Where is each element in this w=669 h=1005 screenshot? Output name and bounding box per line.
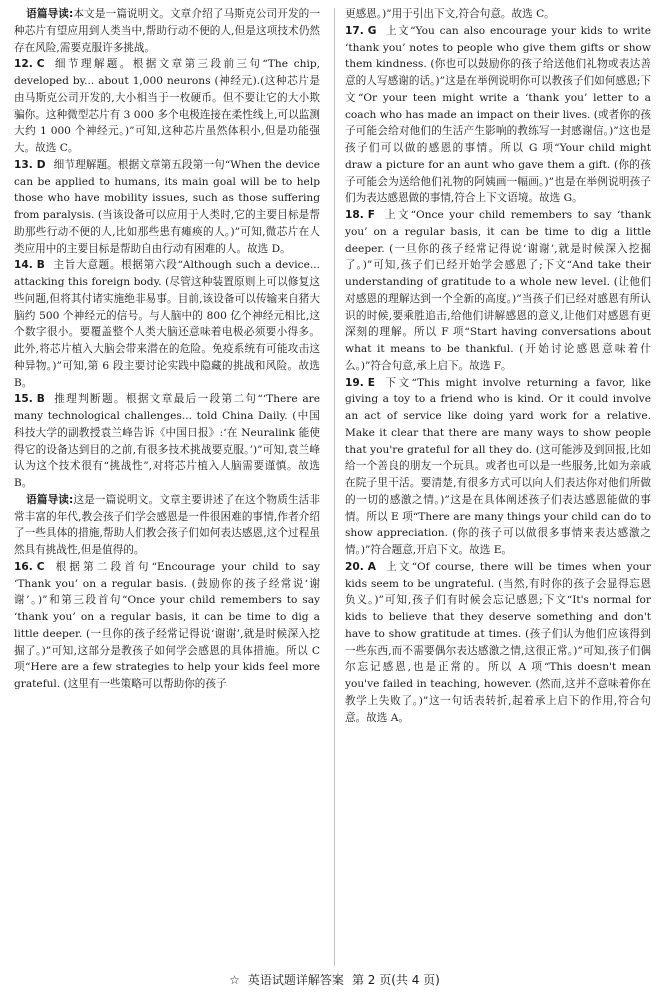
explanation-text: 细节理解题。根据文章第三段前三句“The chip, developed by... about 1,000 neurons (神经元).(这种芯片是由马斯克公司开发的,大小相当于一枚硬币。但不要让它的大小欺骗你。这种微型芯片有 3 000 多个电极连接在柔性线上,可以监测大约 1 000 个神经元。)”可知,这种芯片虽然体积小,但是功能强大。故选 C。 (14, 58, 320, 154)
answer-item-16 (14, 559, 320, 693)
intro-text: 本文是一篇说明文。文章介绍了马斯克公司开发的一种芯片有望应用到人类当中,帮助行动不便的人,但是这项技术仍然存在风险,需要克服许多挑战。 (14, 8, 320, 54)
answer-letter: E (367, 376, 376, 389)
right-column (345, 6, 651, 726)
answer-item-18 (345, 207, 651, 375)
question-number: 19. (345, 376, 364, 389)
question-number: 13. (14, 158, 33, 171)
intro-label: 语篇导读: (26, 8, 74, 20)
explanation-text: 下文“This might involve returning a favor, like giving a toy to a friend who is kind. Or it could involve an act of service like doing yard work for a relative. Make it clear that there are many ways to show people that you're grateful for all they do. (这可能涉及到回报,比如给一个善良的朋友一个玩具。或者也可以是一些服务,比如为亲戚在院子里干活。要清楚,有很多方式可以向人们表达你对他们所做的一切的感激之情。)”这是在具体阐述孩子们表达感恩能做的事情。所以 E 项“There are many things your child can do to show appreciation. (你的孩子可以做很多事情来表达感激之情。)”符合题意,开启下文。故选 E。 (345, 376, 651, 556)
answer-letter: C (36, 560, 45, 573)
question-number: 17. (345, 24, 364, 37)
answer-letter: A (367, 560, 376, 573)
explanation-text: 根据第二段首句“Encourage your child to say ‘Thank you’ on a regular basis. (鼓励你的孩子经常说‘谢谢’。)”和第三段首句“Once your child remembers to say ‘thank you’ on a regular basis, it can be time to dig a little deeper. (一旦你的孩子经常记得说‘谢谢’,就是时候深入挖掘了。)”可知,这部分是教孩子如何学会感恩的具体措施。所以 C 项“Here are a few strategies to help your kids feel more grateful. (这里有一些策略可以帮助你的孩子 (14, 560, 320, 690)
answer-item-16-continued (345, 6, 651, 23)
answer-letter: B (36, 259, 45, 272)
passage-intro-2 (14, 492, 320, 559)
passage-intro-1 (14, 6, 320, 56)
left-column (14, 6, 320, 693)
answer-item-20 (345, 559, 651, 727)
explanation-text: 上文“Once your child remembers to say ‘thank you’ on a regular basis, it can be time to dig a little deeper. (一旦你的孩子经常记得说‘谢谢’,就是时候深入挖掘了。)”可知,孩子们已经开始学会感恩了;下文“And take their understanding of gratitude to a whole new level. (让他们对感恩的理解达到一个全新的高度。)”当孩子们已经对感恩有所认识的时候,要乘胜追击,给他们讲解感恩的意义,让他们对感恩有更深刻的理解。所以 F 项“Start having conversations about what it means to be thankful. (开始讨论感恩意味着什么。)”符合句意,承上启下。故选 F。 (345, 209, 651, 372)
answer-letter: B (36, 393, 45, 406)
explanation-text: 推理判断题。根据文章最后一段第二句“‘There are many technological challenges... told China Daily. (中国科技大学的副教授袁兰峰告诉《中国日报》:‘在 Neuralink 能使得它的设备达到目的之前,有很多技术挑战要克服。’)”可知,袁兰峰认为这个技术很有“挑战性”,对将芯片植入人脑需要谨慎。故选 B。 (14, 393, 320, 489)
answer-item-15 (14, 391, 320, 492)
star-icon: ☆ (229, 973, 240, 987)
answer-item-12 (14, 56, 320, 157)
explanation-text: 主旨大意题。根据第六段“Although such a device... attacking this foreign body. (尽管这种装置原则上可以修复这些问题,但将其付诸实施绝非易事。目前,该设备可以传输来自猪大脑约 500 个神经元的信号。与人脑中的 800 亿个神经元相比,这个数字很小。要覆盖整个人类大脑还意味着电极必须要小得多。此外,将芯片植入大脑会带来潜在的危险。免疫系统有可能攻击这种异物。)”可知,第 6 段主要讨论实践中隐藏的挑战和风险。故选 B。 (14, 259, 320, 389)
question-number: 14. (14, 259, 33, 272)
question-number: 12. (14, 58, 33, 71)
answer-item-19 (345, 375, 651, 559)
answer-letter: G (367, 24, 377, 37)
explanation-text: 更感恩。)”用于引出下文,符合句意。故选 C。 (345, 8, 555, 20)
explanation-text: 细节理解题。根据文章第五段第一句“When the device can be applied to humans, its main goal will be to help those who have mobility issues, such as those suffering from paralysis. (当该设备可以应用于人类时,它的主要目标是帮助那些行动不便的人,比如那些患有瘫痪的人。)”可知,微芯片在人类应用中的主要目标是帮助自由行动有困难的人。故选 D。 (14, 158, 320, 255)
question-number: 16. (14, 560, 33, 573)
answer-item-14 (14, 257, 320, 391)
explanation-text: 上文“You can also encourage your kids to write ‘thank you’ notes to people who give them gifts or show them kindness. (你也可以鼓励你的孩子给送他们礼物或表达善意的人写感谢的话。)”这是在举例说明你可以教孩子们如何感恩;下文“Or your teen might write a ‘thank you’ letter to a coach who has made an impact on their lives. (或者你的孩子可能会给对他们的生活产生影响的教练写一封感谢信。)”这也是孩子们可以做的感恩的事情。所以 G 项“Your child might draw a picture for an aunt who gave them a gift. (你的孩子可能会为送给他们礼物的阿姨画一幅画。)”也是在举例说明孩子们为表达感恩做的事情,符合上下文语境。故选 G。 (345, 24, 651, 205)
question-number: 20. (345, 560, 364, 573)
answer-letter: F (367, 209, 376, 221)
answer-item-17 (345, 23, 651, 207)
column-divider (334, 8, 335, 966)
question-number: 15. (14, 393, 33, 406)
explanation-text: 上文“Of course, there will be times when your kids seem to be ungrateful. (当然,有时你的孩子会显得忘恩负义。)”可知,孩子们有时候会忘记感恩;下文“It's normal for kids to believe that they deserve something and don't have to show gratitude at times. (孩子们认为他们应该得到一些东西,而不需要偶尔表达感激之情,这很正常。)”可知,孩子们偶尔忘记感恩,也是正常的。所以 A 项“This doesn't mean you've failed in teaching, however. (然而,这并不意味着你在教学上失败了。)”这一句话表转折,起着承上启下的作用,符合句意。故选 A。 (345, 560, 651, 724)
page-footer (0, 971, 669, 988)
answer-letter: D (36, 158, 46, 171)
page-number: 第 2 页(共 4 页) (351, 973, 440, 987)
intro-label: 语篇导读: (26, 493, 74, 506)
question-number: 18. (345, 209, 364, 221)
answer-item-13 (14, 157, 320, 258)
footer-title: 英语试题详解答案 (247, 973, 344, 987)
answer-letter: C (36, 58, 45, 71)
intro-text: 这是一篇说明文。文章主要讲述了在这个物质生活非常丰富的年代,教会孩子们学会感恩是一件很困难的事情,作者介绍了一些具体的措施,帮助人们教会孩子们如何表达感恩,这个过程虽然具有挑战性,但是值得的。 (14, 493, 320, 556)
